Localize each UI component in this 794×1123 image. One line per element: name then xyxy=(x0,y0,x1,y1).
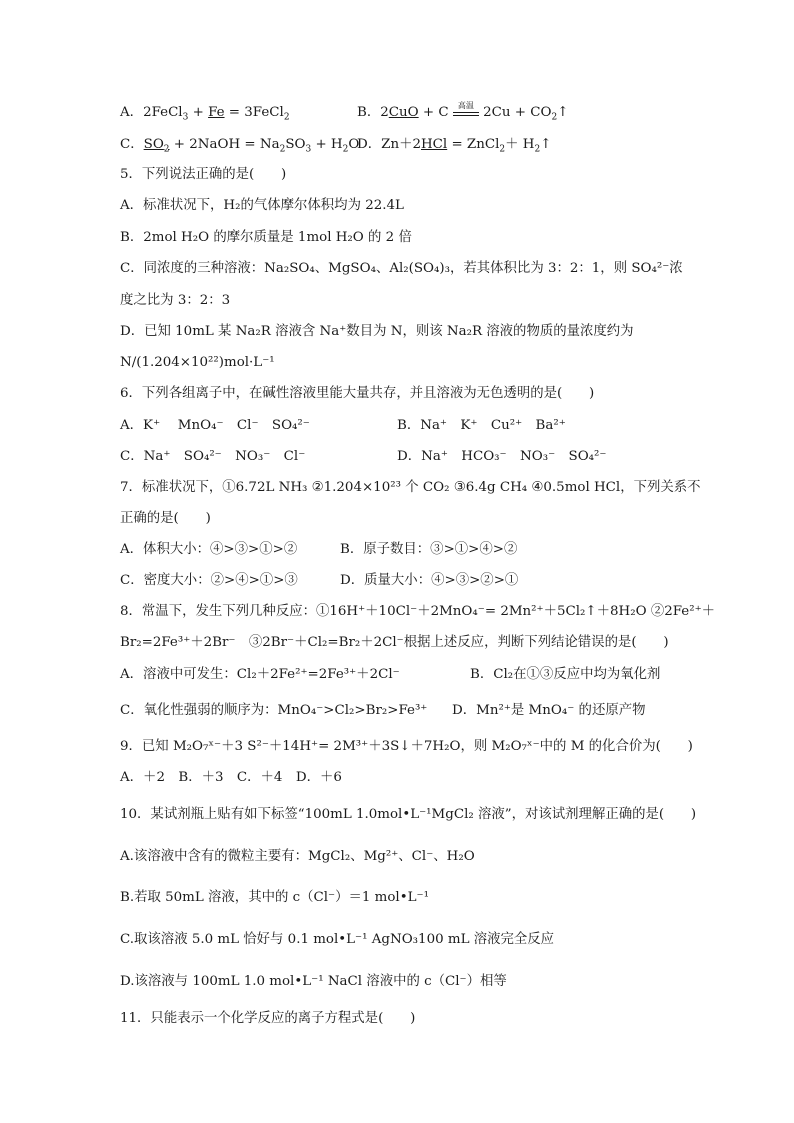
q6-option-d: D．Na⁺ HCO₃⁻ NO₃⁻ SO₄²⁻ xyxy=(397,449,607,464)
q4-option-c: C．$SO_2$ + 2NaOH = $Na_2SO_3 + H_2O$ xyxy=(120,137,360,155)
q8-option-a: A．溶液中可发生：Cl₂＋2Fe²⁺=2Fe³⁺＋2Cl⁻ xyxy=(120,667,400,682)
q4-option-d: D．Zn＋2HCl = ZnCl$_2$＋ $H_2↑$ xyxy=(357,137,552,155)
q6-option-a: A．K⁺ MnO₄⁻ Cl⁻ SO₄²⁻ xyxy=(120,418,310,433)
q8-option-d: D．Mn²⁺是 MnO₄⁻ 的还原产物 xyxy=(452,703,646,718)
q4-a-label: A． xyxy=(120,105,144,120)
q7-stem-line2: 正确的是( ) xyxy=(120,511,211,526)
q7-option-d: D．质量大小：④>③>②>① xyxy=(340,573,519,588)
q11-stem: 11．只能表示一个化学反应的离子方程式是( ) xyxy=(120,1011,416,1026)
reaction-condition xyxy=(453,101,479,116)
q10-option-d: D.该溶液与 100mL 1.0 mol•L⁻¹ NaCl 溶液中的 c（Cl⁻）相等 xyxy=(120,974,507,989)
q4-d-label: D． xyxy=(357,137,382,152)
q9-stem: 9．已知 M₂O₇ˣ⁻＋3 S²⁻＋14H⁺= 2M³⁺＋3S↓＋7H₂O，则 M₂O₇ˣ⁻中的 M 的化合价为( ) xyxy=(120,739,693,754)
q5-option-a: A．标准状况下，H₂的气体摩尔体积均为 22.4L xyxy=(120,198,404,213)
q9-options: A．＋2 B．＋3 C．＋4 D．＋6 xyxy=(120,770,342,785)
q7-option-b: B．原子数目：③>①>④>② xyxy=(340,542,518,557)
q4-c-label: C． xyxy=(120,137,144,152)
q8-stem-line1: 8．常温下，发生下列几种反应：①16H⁺＋10Cl⁻＋2MnO₄⁻= 2Mn²⁺＋5Cl₂↑＋8H₂O ②2Fe²⁺＋ xyxy=(120,604,716,619)
q7-option-c: C．密度大小：②>④>①>③ xyxy=(120,573,298,588)
q8-option-c: C．氧化性强弱的顺序为：MnO₄⁻>Cl₂>Br₂>Fe³⁺ xyxy=(120,703,428,718)
q10-option-c: C.取该溶液 5.0 mL 恰好与 0.1 mol•L⁻¹ AgNO₃100 mL 溶液完全反应 xyxy=(120,932,555,947)
q5-option-d-line1: D．已知 10mL 某 Na₂R 溶液含 Na⁺数目为 N，则该 Na₂R 溶液的物质的量浓度约为 xyxy=(120,324,634,339)
q10-option-b: B.若取 50mL 溶液，其中的 c（Cl⁻）＝1 mol•L⁻¹ xyxy=(120,890,429,905)
q7-option-a: A．体积大小：④>③>①>② xyxy=(120,542,298,557)
q7-stem-line1: 7．标准状况下，①6.72L NH₃ ②1.204×10²³ 个 CO₂ ③6.4g CH₄ ④0.5mol HCl，下列关系不 xyxy=(120,480,701,495)
q5-option-b: B．2mol H₂O 的摩尔质量是 1mol H₂O 的 2 倍 xyxy=(120,230,412,245)
q5-option-d-line2: N/(1.204×10²²)mol·L⁻¹ xyxy=(120,355,275,370)
q8-stem-line2: Br₂=2Fe³⁺＋2Br⁻ ③2Br⁻＋Cl₂=Br₂＋2Cl⁻根据上述反应，判断下列结论错误的是( ) xyxy=(120,635,669,650)
q6-stem: 6．下列各组离子中，在碱性溶液里能大量共存，并且溶液为无色透明的是( ) xyxy=(120,386,595,401)
condition-text: 高温 xyxy=(457,101,474,110)
q5-stem: 5．下列说法正确的是( ) xyxy=(120,167,287,182)
q8-option-b: B．Cl₂在①③反应中均为氧化剂 xyxy=(470,667,661,682)
q4-b-label: B． xyxy=(357,105,381,120)
q4-option-a: A．2FeCl$_3$ + Fe = 3FeCl$_2$ xyxy=(120,105,290,123)
q10-option-a: A.该溶液中含有的微粒主要有：MgCl₂、Mg²⁺、Cl⁻、H₂O xyxy=(120,849,475,864)
q5-option-c-line2: 度之比为 3：2：3 xyxy=(120,293,231,308)
q10-stem: 10．某试剂瓶上贴有如下标签“100mL 1.0mol•L⁻¹MgCl₂ 溶液”，对该试剂理解正确的是( ) xyxy=(120,807,697,822)
q6-option-b: B．Na⁺ K⁺ Cu²⁺ Ba²⁺ xyxy=(397,418,566,433)
q4-option-b: B．2CuO + C 高温 $2Cu + CO_2↑$ xyxy=(357,104,568,122)
q5-option-c-line1: C．同浓度的三种溶液：Na₂SO₄、MgSO₄、Al₂(SO₄)₃，若其体积比为 3：2：1，则 SO₄²⁻浓 xyxy=(120,261,683,276)
q6-option-c: C．Na⁺ SO₄²⁻ NO₃⁻ Cl⁻ xyxy=(120,449,306,464)
